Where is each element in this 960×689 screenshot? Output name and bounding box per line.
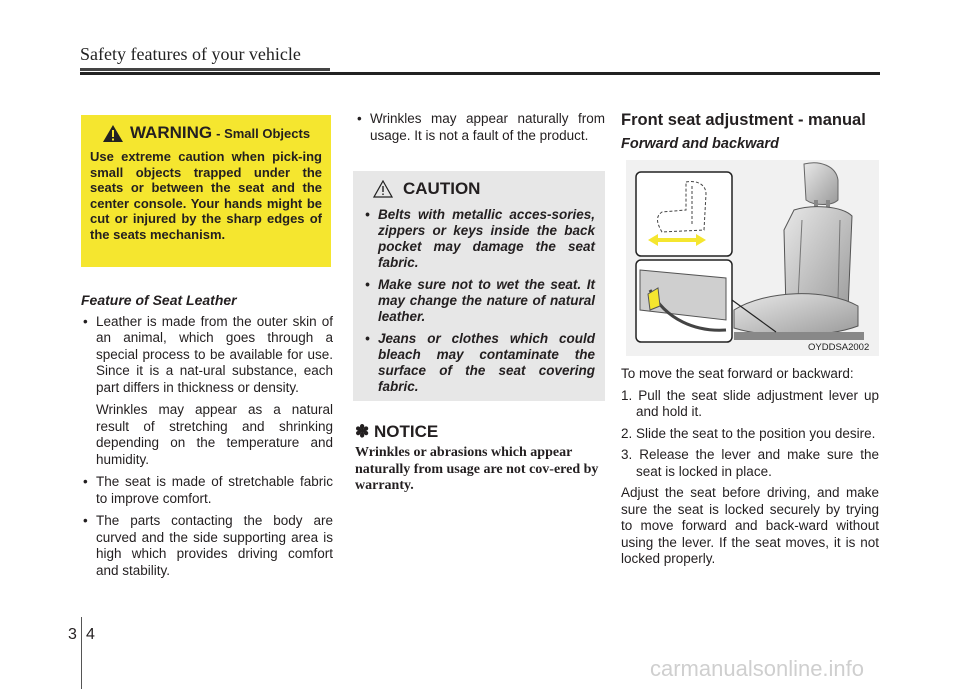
list-item [363,207,595,271]
warning-heading [90,123,322,143]
list-item [81,474,333,507]
notice-text: Wrinkles or abrasions which appear naturally from usage are not cov-ered by warranty. [355,445,599,493]
warning-text: Use extreme caution when pick-ing small objects trapped under the seats or between the seat and the center console. Your hands might be cut or injured by the sharp edges of the seats mechanism. [90,149,322,242]
warning-label: WARNING [129,123,213,142]
instructions-intro: To move the seat forward or backward: [621,366,854,381]
closing-paragraph: Adjust the seat before driving, and make sure the seat is locked securely by trying to move forward and back-ward without using the lever. If the seat moves, it is not locked properly. [621,485,879,566]
list-item [355,111,605,144]
caution-item-text: Belts with metallic acces-sories, zippers or keys inside the back pocket may damage the seat fabric. [378,207,595,270]
section-subheading: Forward and backward [621,136,779,152]
left-column [81,292,333,585]
bullet-text: Wrinkles may appear naturally from usage. It is not a fault of the product. [370,111,605,143]
warning-sublabel: - Small Objects [216,125,311,141]
wrinkles-list [355,111,605,144]
seat-illustration [626,160,879,356]
warning-box [81,115,331,267]
watermark: carmanualsonline.info [650,656,865,681]
page-header-title: Safety features of your vehicle [80,44,301,64]
list-item [363,331,595,395]
list-item [81,513,333,579]
leather-bullet-list [81,314,333,397]
caution-box [353,171,605,401]
image-code: OYDDSA2002 [808,342,870,353]
step-item: 2. Slide the seat to the position you desire. [621,425,876,441]
page-section-number: 3 [68,626,77,643]
notice-heading: ✽ NOTICE [355,422,439,441]
bullet-text: The parts contacting the body are curved and the side supporting area is high which provides driving comfort and stability. [96,513,333,578]
caution-triangle-icon [373,180,393,198]
warning-triangle-icon [102,124,124,143]
adjustment-instructions [621,366,879,568]
seat-drawing [626,160,879,356]
header-accent-rule [80,68,330,71]
bullet-text: Leather is made from the outer skin of an animal, which goes through a special process to be available for use. Since it is a nat-ural substance, each part differs in thickness or density. [96,313,333,395]
page-number: 4 [86,626,95,643]
bullet-continuation: Wrinkles may appear as a natural result of stretching and shrinking depending on the temperature and humidity. [96,402,333,467]
caution-item-text: Make sure not to wet the seat. It may change the nature of natural leather. [378,277,595,324]
section-heading: Front seat adjustment - manual [621,111,866,129]
leather-subheading: Feature of Seat Leather [81,292,237,308]
list-item [81,314,333,397]
page-number-divider [81,617,82,689]
step-item: 3. Release the lever and make sure the seat is locked in place. [621,447,879,479]
step-item: 1. Pull the seat slide adjustment lever up and hold it. [621,387,879,419]
middle-top-text [355,111,605,150]
caution-label: CAUTION [403,179,481,198]
bullet-text: The seat is made of stretchable fabric to improve comfort. [96,474,333,506]
list-item [363,277,595,325]
caution-list [363,207,595,395]
leather-bullet-list-2 [81,474,333,579]
header-rule [80,72,880,75]
caution-item-text: Jeans or clothes which could bleach may contaminate the surface of the seat covering fabric. [378,331,595,394]
caution-heading [373,179,595,199]
